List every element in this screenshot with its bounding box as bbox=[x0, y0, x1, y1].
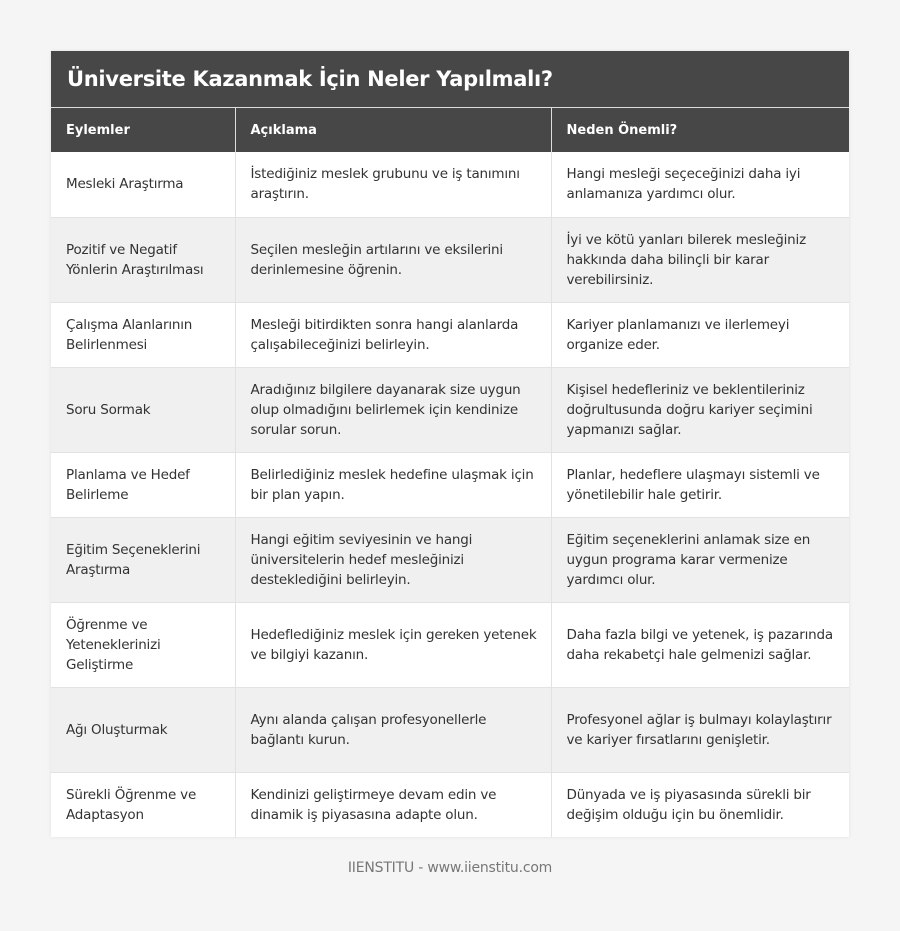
table-row bbox=[51, 517, 849, 602]
cell-importance: Eğitim seçeneklerini anlamak size en uygun programa karar vermenize yardımcı olur. bbox=[551, 517, 849, 602]
cell-action: Mesleki Araştırma bbox=[51, 152, 235, 217]
column-header-actions: Eylemler bbox=[51, 108, 235, 152]
cell-action: Eğitim Seçeneklerini Araştırma bbox=[51, 517, 235, 602]
table-row bbox=[51, 687, 849, 772]
cell-description: İstediğiniz meslek grubunu ve iş tanımını araştırın. bbox=[235, 152, 551, 217]
cell-description: Aynı alanda çalışan profesyonellerle bağlantı kurun. bbox=[235, 687, 551, 772]
cell-importance: Hangi mesleği seçeceğinizi daha iyi anlamanıza yardımcı olur. bbox=[551, 152, 849, 217]
cell-description: Kendinizi geliştirmeye devam edin ve dinamik iş piyasasına adapte olun. bbox=[235, 772, 551, 837]
cell-action: Planlama ve Hedef Belirleme bbox=[51, 452, 235, 517]
cell-action: Sürekli Öğrenme ve Adaptasyon bbox=[51, 772, 235, 837]
cell-description: Mesleği bitirdikten sonra hangi alanlarda çalışabileceğinizi belirleyin. bbox=[235, 302, 551, 367]
cell-description: Hangi eğitim seviyesinin ve hangi üniversitelerin hedef mesleğinizi desteklediğini belirleyin. bbox=[235, 517, 551, 602]
cell-importance: Profesyonel ağlar iş bulmayı kolaylaştırır ve kariyer fırsatlarını genişletir. bbox=[551, 687, 849, 772]
table-row bbox=[51, 302, 849, 367]
cell-importance: Planlar, hedeflere ulaşmayı sistemli ve yönetilebilir hale getirir. bbox=[551, 452, 849, 517]
table-row bbox=[51, 217, 849, 302]
table-row bbox=[51, 152, 849, 217]
table-row bbox=[51, 367, 849, 452]
cell-description: Aradığınız bilgilere dayanarak size uygun olup olmadığını belirlemek için kendinize sorular sorun. bbox=[235, 367, 551, 452]
footer-credit: IIENSTITU - www.iienstitu.com bbox=[347, 860, 553, 876]
cell-action: Soru Sormak bbox=[51, 367, 235, 452]
table-title: Üniversite Kazanmak İçin Neler Yapılmalı? bbox=[51, 51, 849, 108]
column-header-importance: Neden Önemli? bbox=[551, 108, 849, 152]
cell-action: Pozitif ve Negatif Yönlerin Araştırılması bbox=[51, 217, 235, 302]
cell-action: Ağı Oluşturmak bbox=[51, 687, 235, 772]
table-row bbox=[51, 772, 849, 837]
column-header-description: Açıklama bbox=[235, 108, 551, 152]
cell-description: Seçilen mesleğin artılarını ve eksilerini derinlemesine öğrenin. bbox=[235, 217, 551, 302]
cell-importance: Daha fazla bilgi ve yetenek, iş pazarında daha rekabetçi hale gelmenizi sağlar. bbox=[551, 602, 849, 687]
cell-description: Belirlediğiniz meslek hedefine ulaşmak için bir plan yapın. bbox=[235, 452, 551, 517]
table-row bbox=[51, 602, 849, 687]
cell-action: Çalışma Alanlarının Belirlenmesi bbox=[51, 302, 235, 367]
cell-importance: Dünyada ve iş piyasasında sürekli bir değişim olduğu için bu önemlidir. bbox=[551, 772, 849, 837]
cell-importance: Kişisel hedefleriniz ve beklentileriniz doğrultusunda doğru kariyer seçimini yapmanızı sağlar. bbox=[551, 367, 849, 452]
cell-importance: Kariyer planlamanızı ve ilerlemeyi organize eder. bbox=[551, 302, 849, 367]
actions-table bbox=[51, 108, 849, 837]
cell-action: Öğrenme ve Yeteneklerinizi Geliştirme bbox=[51, 602, 235, 687]
cell-importance: İyi ve kötü yanları bilerek mesleğiniz hakkında daha bilinçli bir karar verebilirsiniz. bbox=[551, 217, 849, 302]
cell-description: Hedeflediğiniz meslek için gereken yetenek ve bilgiyi kazanın. bbox=[235, 602, 551, 687]
table-header-row bbox=[51, 108, 849, 152]
table-card bbox=[51, 51, 849, 837]
table-row bbox=[51, 452, 849, 517]
